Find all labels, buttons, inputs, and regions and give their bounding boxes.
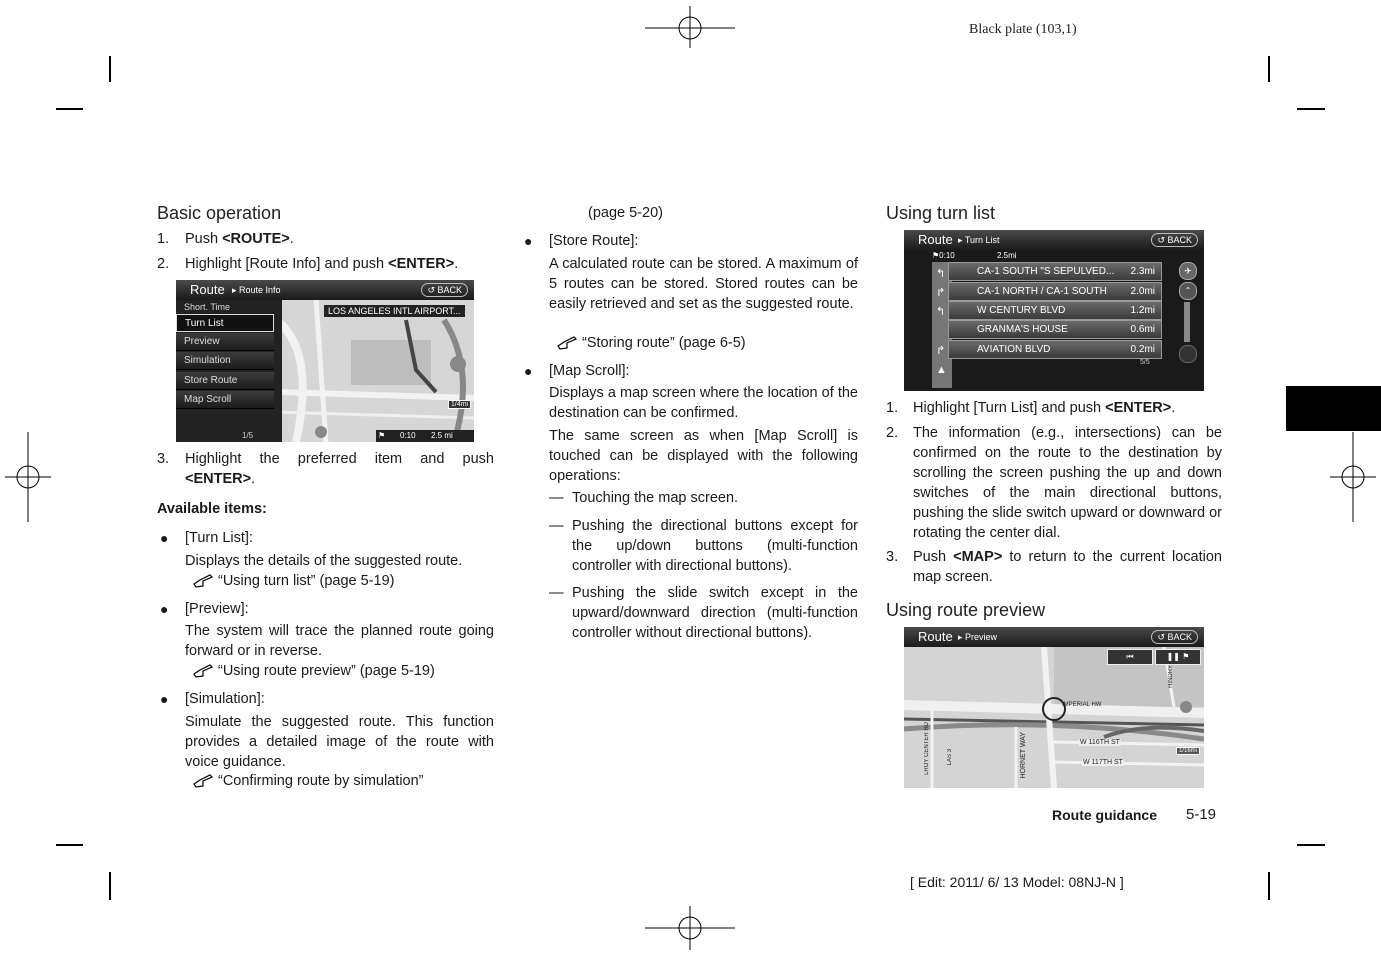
item-store-route-desc: A calculated route can be stored. A maximum of 5 routes can be stored. Stored routes can be easily retrieved and set as the suggested route. [549, 256, 858, 312]
menu-item-store-route[interactable]: Store Route [176, 372, 274, 390]
scrollbar[interactable] [1184, 302, 1190, 342]
route-info-screenshot [176, 280, 474, 442]
step-2: Highlight [Route Info] and push <ENTER>. [185, 256, 459, 272]
step-number: 1. [886, 400, 899, 416]
screen-title-bar [904, 627, 1204, 647]
screen-title: Route [918, 232, 953, 247]
section-title-route-preview: Using route preview [886, 600, 1046, 620]
menu-item-preview[interactable]: Preview [176, 333, 274, 351]
street-label: IMPERIAL HW [1062, 702, 1102, 708]
page-indicator: 1/5 [242, 431, 254, 440]
route-eta-bar [376, 430, 474, 442]
item-simulation-ref: “Confirming route by simulation” [192, 771, 424, 791]
menu-item-map-scroll[interactable]: Map Scroll [176, 391, 274, 409]
section-tab [1286, 386, 1381, 431]
footer-section-name: Route guidance [1052, 807, 1158, 823]
scroll-down-button[interactable] [1179, 345, 1197, 363]
turn-row-name: CA-1 SOUTH "S SEPULVED... [977, 266, 1115, 277]
crop-mark [56, 108, 83, 110]
footer-page-number: 5-19 [1186, 806, 1217, 823]
step-number: 3. [886, 549, 899, 565]
rewind-button[interactable] [1107, 649, 1153, 665]
turn-row[interactable] [948, 301, 1162, 320]
back-button[interactable] [1151, 233, 1198, 247]
item-preview-desc: The system will trace the planned route going forward or in reverse. [185, 623, 494, 659]
turn-row-name: GRANMA'S HOUSE [977, 324, 1068, 335]
eta-time: 0:10 [400, 431, 416, 440]
back-button[interactable] [421, 283, 468, 297]
item-store-route-label: [Store Route]: [549, 233, 639, 249]
turn-row[interactable] [948, 262, 1162, 281]
crop-mark [1297, 844, 1325, 846]
screen-title: Route [190, 282, 225, 297]
flag-icon: ⚑ [932, 251, 940, 260]
pointing-hand-icon [192, 572, 214, 588]
section-title-turn-list: Using turn list [886, 203, 996, 223]
step-number: 1. [157, 231, 170, 247]
step-3: Push <MAP> to return to the current location map screen. [913, 549, 1222, 585]
crop-mark [109, 56, 111, 82]
screen-breadcrumb: ▸ Preview [958, 632, 998, 642]
turn-right-icon: ↱ [936, 345, 946, 357]
bullet: ● [524, 363, 533, 379]
turn-row-name: AVIATION BLVD [977, 344, 1051, 355]
pointing-hand-icon [192, 662, 214, 678]
turn-row-dist: 0.2mi [1130, 344, 1155, 355]
flag-icon: ⚑ [378, 431, 386, 440]
step-number: 2. [157, 256, 170, 272]
step-number: 3. [157, 451, 170, 467]
footer-edit-info: [ Edit: 2011/ 6/ 13 Model: 08NJ-N ] [910, 874, 1124, 890]
screen-title: Route [918, 629, 953, 644]
item-map-scroll-desc-2: The same screen as when [Map Scroll] is touched can be displayed with the following operations: [549, 428, 858, 484]
back-icon: ↺ [1157, 235, 1168, 245]
scroll-up-icon: ⌃ [1184, 286, 1192, 295]
street-label: LAS 3 [947, 749, 953, 766]
pointing-hand-icon [556, 334, 578, 350]
turn-row[interactable] [948, 282, 1162, 301]
bullet: ● [524, 233, 533, 249]
back-label: BACK [437, 285, 462, 295]
dash: — [549, 518, 564, 534]
item-turn-list-desc: Displays the details of the suggested route. [185, 553, 463, 569]
dash: — [549, 490, 564, 506]
ref-continuation: (page 5-20) [588, 205, 663, 221]
bullet: ● [160, 530, 169, 546]
registration-mark-bottom [645, 906, 735, 950]
item-store-route-ref: “Storing route” (page 6-5) [556, 333, 746, 353]
step-1: Push <ROUTE>. [185, 231, 294, 247]
crop-mark [1268, 56, 1270, 82]
back-label: BACK [1167, 632, 1192, 642]
turn-left-icon: ↰ [936, 268, 946, 280]
back-label: BACK [1167, 235, 1192, 245]
car-arrow-icon: ▲ [936, 364, 947, 376]
item-map-scroll-label: [Map Scroll]: [549, 363, 630, 379]
menu-item-simulation[interactable]: Simulation [176, 352, 274, 370]
crop-mark [109, 872, 111, 900]
bullet: ● [160, 601, 169, 617]
step-number: 2. [886, 425, 899, 441]
street-label: HORNET WAY [1020, 732, 1027, 779]
crop-mark [1297, 108, 1325, 110]
step-3-key: <ENTER>. [185, 471, 256, 487]
street-label: W 116TH ST [1080, 739, 1120, 746]
dash-item-2: Pushing the directional buttons except for the up/down buttons (multi-function controller with directional buttons). [572, 518, 858, 574]
rewind-icon: ⏮ [1126, 652, 1134, 661]
street-label: W 117TH ST [1083, 759, 1123, 766]
step-3: Highlight the preferred item and push [185, 451, 494, 467]
compass-icon: ✈ [1184, 266, 1192, 276]
turn-list-screenshot [904, 230, 1204, 391]
page-indicator: 5/5 [1140, 359, 1150, 366]
item-simulation-desc: Simulate the suggested route. This function provides a detailed image of the route with voice guidance. [185, 714, 494, 770]
plate-label: Black plate (103,1) [969, 22, 1077, 37]
destination-label: LOS ANGELES INTL AIRPORT... [324, 305, 465, 317]
step-2: The information (e.g., intersections) can be confirmed on the route to the destination by scrolling the screen pushing the up and down switches of the main directional buttons, pushing the slide switch upward or downward or rotating the center dial. [913, 425, 1222, 541]
item-turn-list-ref: “Using turn list” (page 5-19) [192, 571, 395, 591]
street-label: LROY CENTER RD [924, 722, 930, 775]
item-simulation-label: [Simulation]: [185, 691, 265, 707]
turn-left-icon: ↰ [936, 306, 946, 318]
eta-distance: 2.5 mi [431, 431, 453, 440]
bullet: ● [160, 691, 169, 707]
scroll-up-button[interactable] [1179, 282, 1197, 300]
item-map-scroll-desc: Displays a map screen where the location of the destination can be confirmed. [549, 385, 858, 421]
section-title-basic-operation: Basic operation [157, 203, 282, 223]
screen-breadcrumb: ▸ Route Info [232, 285, 281, 295]
screen-breadcrumb: ▸ Turn List [958, 235, 1000, 245]
turn-row-dist: 0.6mi [1130, 324, 1155, 335]
turn-row-dist: 2.0mi [1130, 286, 1155, 297]
back-icon: ↺ [1157, 632, 1168, 642]
crop-mark [56, 844, 83, 846]
eta-time: 0:10 [939, 251, 955, 260]
menu-item-turn-list[interactable]: Turn List [176, 314, 274, 332]
step-1: Highlight [Turn List] and push <ENTER>. [913, 400, 1176, 416]
item-preview-label: [Preview]: [185, 601, 249, 617]
pointing-hand-icon [192, 772, 214, 788]
turn-right-icon: ↱ [936, 287, 946, 299]
back-button[interactable] [1151, 630, 1198, 644]
turn-row-dist: 1.2mi [1130, 305, 1155, 316]
turn-row[interactable] [948, 320, 1162, 339]
pause-icon: ❚❚ ⚑ [1166, 652, 1190, 661]
registration-mark-top [645, 6, 735, 48]
back-icon: ↺ [427, 285, 438, 295]
item-turn-list-label: [Turn List]: [185, 530, 253, 546]
dash: — [549, 585, 564, 601]
map-scale: 1/4mi [448, 400, 471, 409]
eta-bar [932, 251, 1017, 260]
turn-row[interactable] [948, 340, 1162, 359]
dash-item-1: Touching the map screen. [572, 490, 739, 506]
street-label: HINDRY [1168, 665, 1174, 688]
crop-mark [1268, 872, 1270, 900]
registration-mark-right [1330, 432, 1376, 522]
screen-title-bar [176, 280, 474, 300]
compass-button[interactable] [1179, 262, 1197, 280]
turn-row-dist: 2.3mi [1130, 266, 1155, 277]
route-preview-screenshot [904, 627, 1204, 788]
registration-mark-left [5, 432, 51, 522]
screen-title-bar [904, 230, 1204, 250]
available-items-heading: Available items: [157, 501, 267, 517]
item-preview-ref: “Using route preview” (page 5-19) [192, 661, 435, 681]
route-type-label: Short. Time [184, 302, 231, 312]
turn-row-name: CA-1 NORTH / CA-1 SOUTH [977, 286, 1107, 297]
turn-row-name: W CENTURY BLVD [977, 305, 1066, 316]
route-menu [176, 300, 282, 442]
dash-item-3: Pushing the slide switch except in the upward/downward direction (multi-function controller without directional buttons). [572, 585, 858, 641]
eta-distance: 2.5mi [996, 251, 1017, 260]
map-scale: 1/16mi [1176, 747, 1200, 755]
pause-button[interactable] [1155, 649, 1201, 665]
